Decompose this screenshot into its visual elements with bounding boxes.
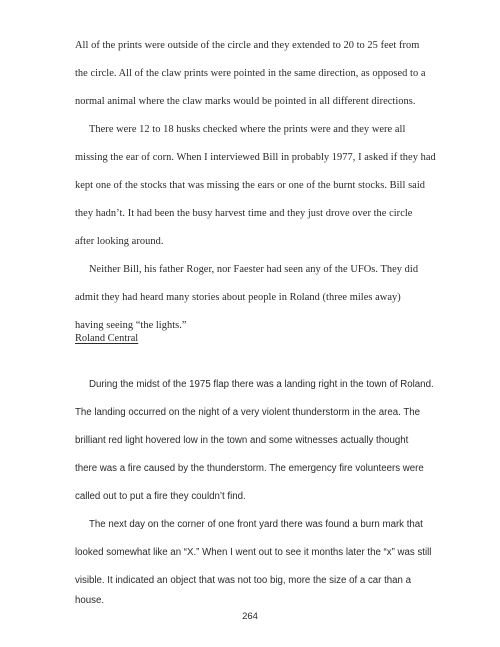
text-line: the circle. All of the claw prints were pointed in the same direction, as opposed to a (75, 68, 426, 79)
text-line: All of the prints were outside of the circle and they extended to 20 to 25 feet from (75, 40, 420, 51)
text-line: During the midst of the 1975 flap there was a landing right in the town of Roland. (89, 379, 434, 390)
text-line: brilliant red light hovered low in the town and some witnesses actually thought (75, 435, 409, 446)
text-line: there was a fire caused by the thunderstorm. The emergency fire volunteers were (75, 463, 424, 474)
text-line: looked somewhat like an “X.” When I went out to see it months later the “x” was still (75, 547, 432, 558)
text-line: Neither Bill, his father Roger, nor Faester had seen any of the UFOs. They did (89, 264, 419, 275)
text-line: they hadn’t. It had been the busy harvest time and they just drove over the circle (75, 208, 413, 219)
text-line: normal animal where the claw marks would be pointed in all different directions. (75, 96, 416, 107)
text-line: after looking around. (75, 236, 164, 247)
page-number: 264 (242, 611, 258, 622)
text-line: kept one of the stocks that was missing the ears or one of the burnt stocks. Bill said (75, 180, 426, 191)
text-line: The next day on the corner of one front yard there was found a burn mark that (89, 519, 423, 530)
text-line: admit they had heard many stories about people in Roland (three miles away) (75, 292, 401, 303)
text-line: The landing occurred on the night of a very violent thunderstorm in the area. The (75, 407, 421, 418)
text-line: called out to put a fire they couldn’t find. (75, 491, 246, 502)
text-line: missing the ear of corn. When I interviewed Bill in probably 1977, I asked if they had (75, 152, 436, 163)
text-line: having seeing “the lights.” (75, 320, 187, 331)
section-heading: Roland Central (75, 333, 139, 344)
text-line: There were 12 to 18 husks checked where the prints were and they were all (89, 124, 406, 135)
text-line: house. (75, 595, 105, 606)
text-line: visible. It indicated an object that was not too big, more the size of a car than a (75, 575, 412, 586)
